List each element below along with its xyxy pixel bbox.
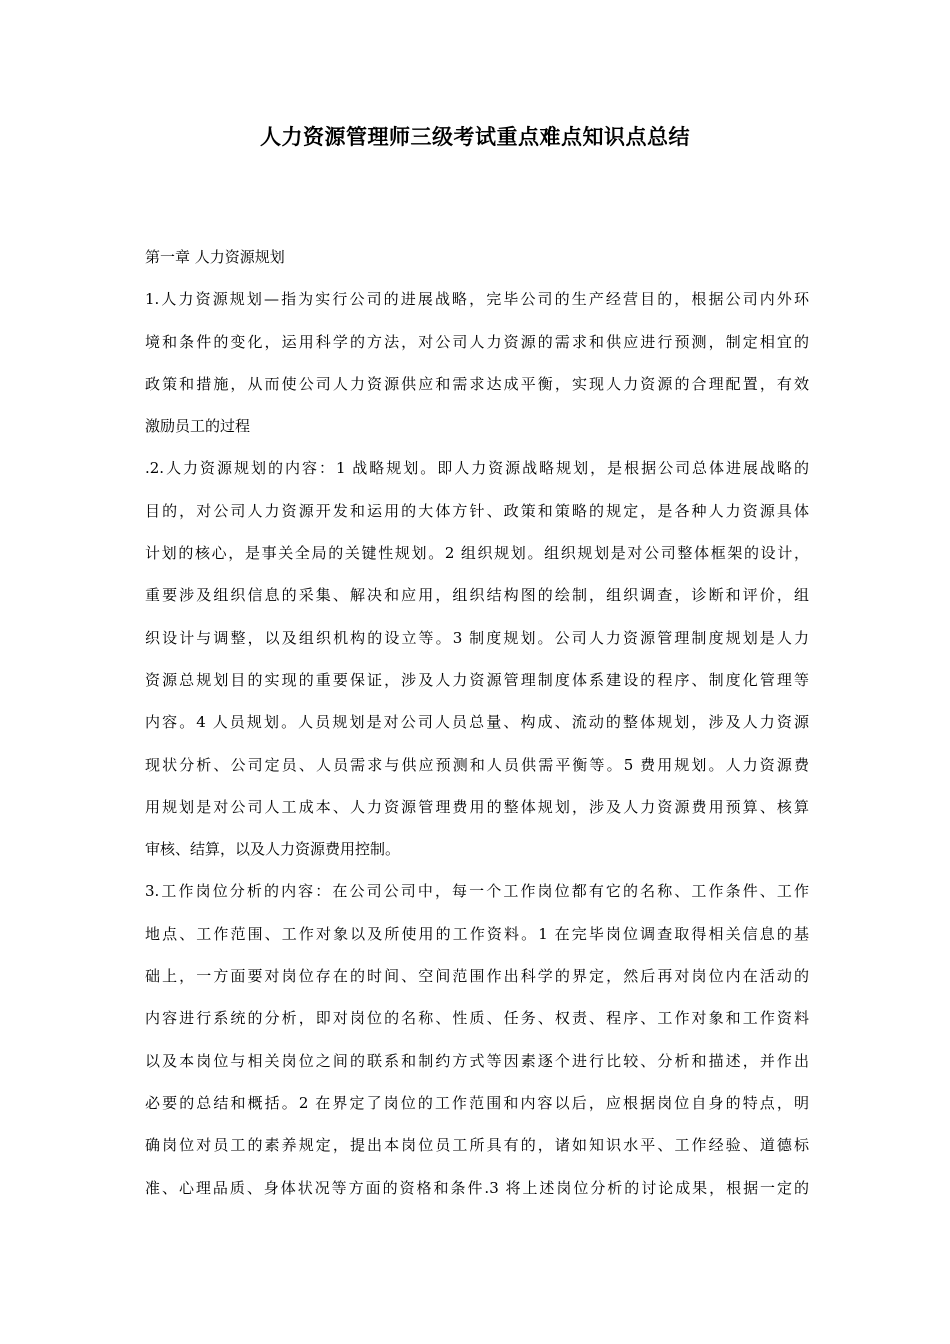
paragraph-3-line: 确岗位对员工的素养规定，提出本岗位员工所具有的，诸如知识水平、工作经验、道德标 [145,1136,809,1155]
paragraph-2-line: 内容。4 人员规划。人员规划是对公司人员总量、构成、流动的整体规划，涉及人力资源 [145,713,809,732]
paragraph-2-line: 目的，对公司人力资源开发和运用的大体方针、政策和策略的规定，是各种人力资源具体 [145,501,809,520]
document-title: 人力资源管理师三级考试重点难点知识点总结 [260,124,690,149]
paragraph-2-line: 用规划是对公司人工成本、人力资源管理费用的整体规划，涉及人力资源费用预算、核算 [145,797,809,816]
paragraph-1-line: 激励员工的过程 [145,417,251,436]
paragraph-1-line: 境和条件的变化，运用科学的方法，对公司人力资源的需求和供应进行预测，制定相宜的 [145,332,809,351]
paragraph-3-line: 以及本岗位与相关岗位之间的联系和制约方式等因素逐个进行比较、分析和描述，并作出 [145,1051,809,1070]
paragraph-3-line: 内容进行系统的分析，即对岗位的名称、性质、任务、权责、程序、工作对象和工作资料 [145,1009,809,1028]
paragraph-2-line: 重要涉及组织信息的采集、解决和应用，组织结构图的绘制，组织调查，诊断和评价，组 [145,586,809,605]
paragraph-2-line: 现状分析、公司定员、人员需求与供应预测和人员供需平衡等。5 费用规划。人力资源费 [145,755,809,774]
document-body [145,236,809,1209]
paragraph-3-line: 必要的总结和概括。2 在界定了岗位的工作范围和内容以后，应根据岗位自身的特点，明 [145,1093,809,1112]
paragraph-3-line: 3.工作岗位分析的内容：在公司公司中，每一个工作岗位都有它的名称、工作条件、工作 [145,882,809,901]
paragraph-2-line: .2.人力资源规划的内容：1 战略规划。即人力资源战略规划，是根据公司总体进展战略的 [145,459,809,478]
paragraph-3-line: 地点、工作范围、工作对象以及所使用的工作资料。1 在完毕岗位调查取得相关信息的基 [145,924,809,943]
paragraph-1-line: 1.人力资源规划—指为实行公司的进展战略，完毕公司的生产经营目的，根据公司内外环 [145,290,809,309]
paragraph-2-line: 审核、结算，以及人力资源费用控制。 [145,840,401,859]
paragraph-2-line: 织设计与调整，以及组织机构的设立等。3 制度规划。公司人力资源管理制度规划是人力 [145,628,809,647]
paragraph-3-line: 准、心理品质、身体状况等方面的资格和条件.3 将上述岗位分析的讨论成果，根据一定的 [145,1178,809,1197]
paragraph-3-line: 础上，一方面要对岗位存在的时间、空间范围作出科学的界定，然后再对岗位内在活动的 [145,967,809,986]
chapter-heading: 第一章 人力资源规划 [145,248,285,266]
paragraph-2-line: 计划的核心，是事关全局的关键性规划。2 组织规划。组织规划是对公司整体框架的设计， [145,544,809,563]
paragraph-2-line: 资源总规划目的实现的重要保证，涉及人力资源管理制度体系建设的程序、制度化管理等 [145,670,809,689]
paragraph-1-line: 政策和措施，从而使公司人力资源供应和需求达成平衡，实现人力资源的合理配置，有效 [145,374,809,393]
